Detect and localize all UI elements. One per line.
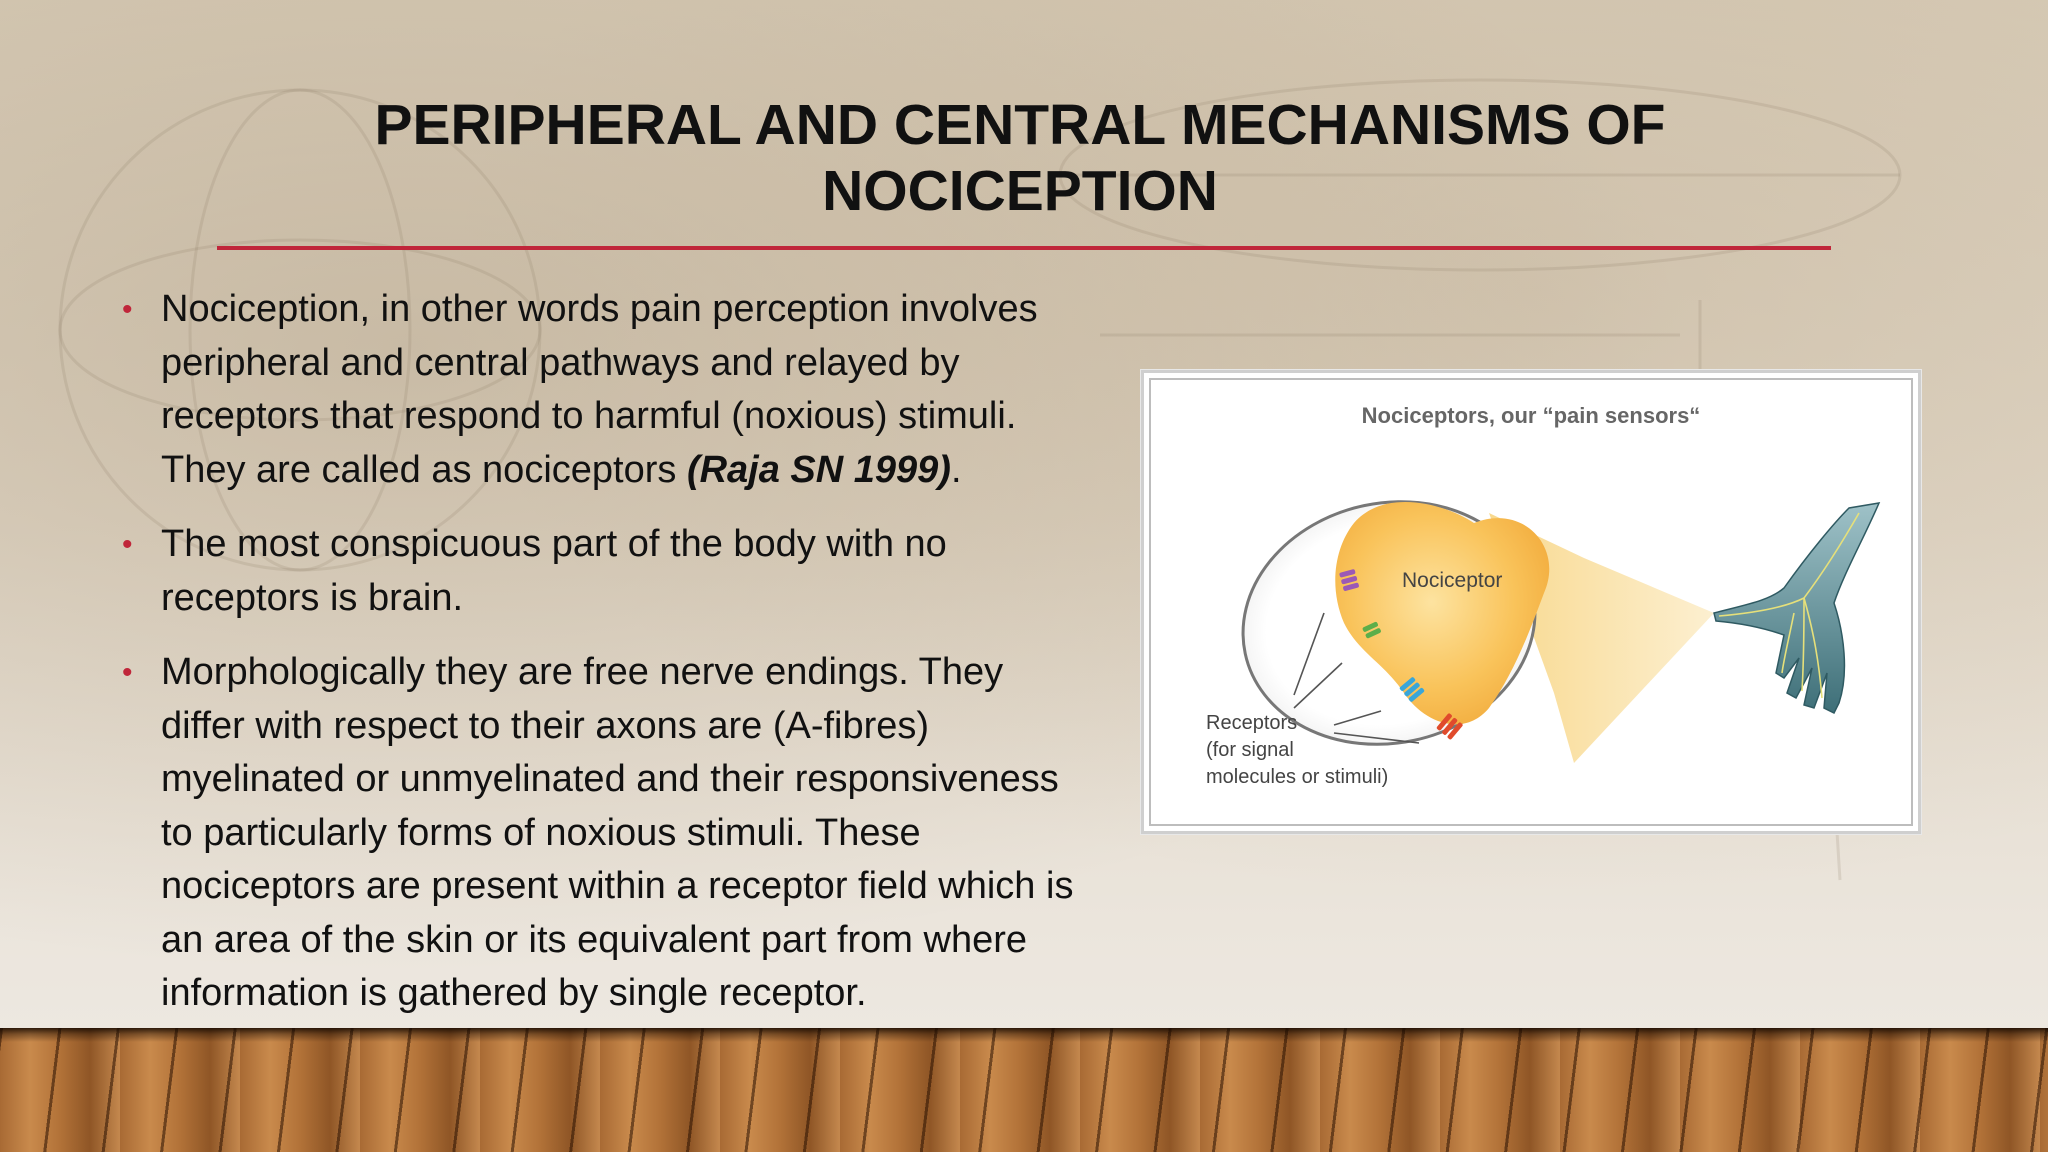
bullet-item: [122, 283, 1082, 497]
bullet-text: The most conspicuous part of the body with no receptors is brain.: [161, 523, 947, 619]
nociceptor-label: Nociceptor: [1402, 569, 1503, 592]
figure-title: Nociceptors, our “pain sensors“: [1361, 403, 1701, 428]
bullet-text: Morphologically they are free nerve endings. They differ with respect to their axons are (A-fibres) myelinated or unmyelinated and their responsiveness to particularly forms of noxious stimuli. These nociceptors are present within a receptor field which is an area of the skin or its equivalent part from where information is gathered by single receptor.: [161, 651, 1074, 1014]
bullet-text: Nociception, in other words pain perception involves peripheral and central pathways and relayed by receptors that respond to harmful (noxious) stimuli. They are called as nociceptors: [161, 288, 1038, 491]
wood-floor: [0, 1028, 2048, 1152]
bullet-suffix: .: [950, 448, 962, 491]
bullet-marker: •: [122, 656, 133, 689]
bullet-item: [122, 646, 1082, 1021]
slide-title: PERIPHERAL AND CENTRAL MECHANISMS OF NOCICEPTION: [374, 93, 1666, 223]
nociceptor-figure: [1141, 370, 1921, 834]
hand-illustration: [1714, 503, 1879, 713]
bullet-marker: •: [122, 528, 133, 561]
bullet-item: [122, 518, 1082, 625]
bullet-list: [122, 283, 1082, 1042]
receptors-label: Receptors (for signal molecules or stimuli): [1206, 712, 1389, 788]
bullet-marker: •: [122, 293, 133, 326]
title-divider: [217, 246, 1831, 250]
citation: (Raja SN 1999): [686, 448, 951, 491]
